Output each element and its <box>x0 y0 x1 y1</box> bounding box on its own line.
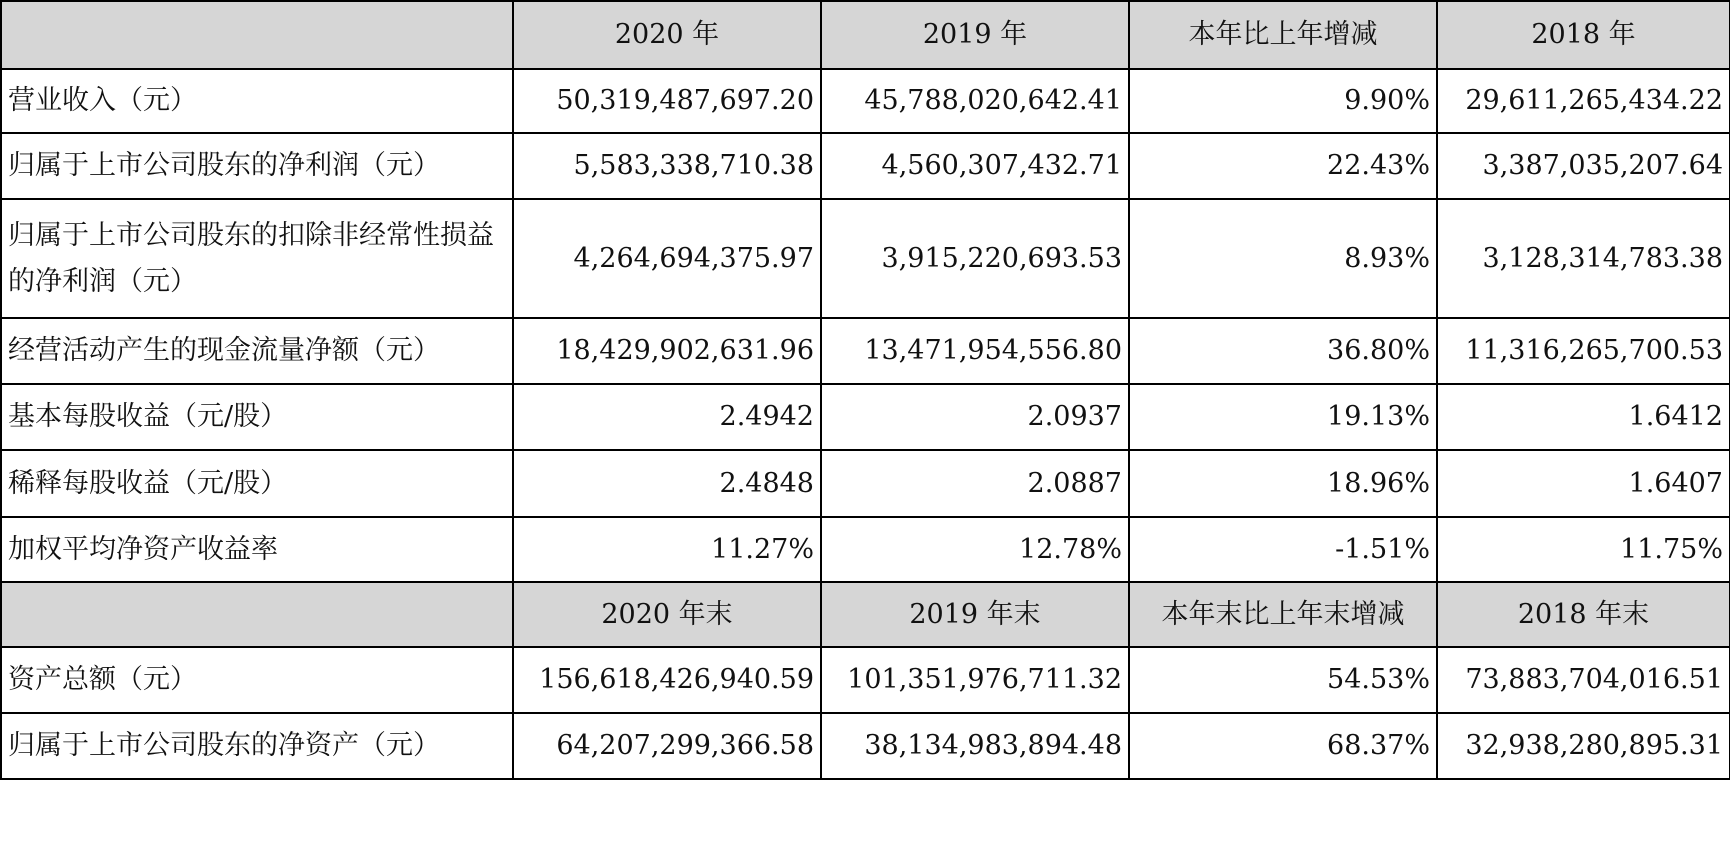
table-row <box>1 133 1730 199</box>
value-2020: 5,583,338,710.38 <box>513 133 821 199</box>
header-row-annual <box>1 1 1730 69</box>
value-change: 22.43% <box>1129 133 1437 199</box>
value-2018: 1.6407 <box>1437 450 1730 517</box>
row-label: 归属于上市公司股东的扣除非经常性损益的净利润（元） <box>1 199 513 318</box>
value-2018: 1.6412 <box>1437 384 1730 450</box>
header-cell-2018: 2018 年 <box>1437 1 1730 69</box>
value-2020: 2.4848 <box>513 450 821 517</box>
header-cell-empty <box>1 582 513 647</box>
value-change: 18.96% <box>1129 450 1437 517</box>
header-cell-2020: 2020 年 <box>513 1 821 69</box>
value-2019: 2.0937 <box>821 384 1129 450</box>
header-cell-2018-end: 2018 年末 <box>1437 582 1730 647</box>
value-2020: 18,429,902,631.96 <box>513 318 821 384</box>
value-2019: 101,351,976,711.32 <box>821 647 1129 713</box>
value-2018: 3,128,314,783.38 <box>1437 199 1730 318</box>
value-2019: 45,788,020,642.41 <box>821 69 1129 133</box>
header-cell-change: 本年比上年增减 <box>1129 1 1437 69</box>
table-row <box>1 713 1730 779</box>
row-label: 经营活动产生的现金流量净额（元） <box>1 318 513 384</box>
header-cell-empty <box>1 1 513 69</box>
table-row <box>1 450 1730 517</box>
value-change: 54.53% <box>1129 647 1437 713</box>
value-2019: 38,134,983,894.48 <box>821 713 1129 779</box>
value-2018: 11,316,265,700.53 <box>1437 318 1730 384</box>
value-2020: 50,319,487,697.20 <box>513 69 821 133</box>
table-row <box>1 647 1730 713</box>
row-label: 基本每股收益（元/股） <box>1 384 513 450</box>
row-label: 稀释每股收益（元/股） <box>1 450 513 517</box>
value-2019: 2.0887 <box>821 450 1129 517</box>
value-2020: 64,207,299,366.58 <box>513 713 821 779</box>
value-2020: 2.4942 <box>513 384 821 450</box>
value-2018: 32,938,280,895.31 <box>1437 713 1730 779</box>
header-cell-2019: 2019 年 <box>821 1 1129 69</box>
value-change: -1.51% <box>1129 517 1437 582</box>
table-row <box>1 199 1730 318</box>
row-label: 营业收入（元） <box>1 69 513 133</box>
header-cell-2020-end: 2020 年末 <box>513 582 821 647</box>
header-cell-2019-end: 2019 年末 <box>821 582 1129 647</box>
value-2019: 4,560,307,432.71 <box>821 133 1129 199</box>
value-2018: 73,883,704,016.51 <box>1437 647 1730 713</box>
value-change: 8.93% <box>1129 199 1437 318</box>
row-label: 归属于上市公司股东的净利润（元） <box>1 133 513 199</box>
header-cell-change-end: 本年末比上年末增减 <box>1129 582 1437 647</box>
value-2018: 11.75% <box>1437 517 1730 582</box>
row-label: 资产总额（元） <box>1 647 513 713</box>
table-row <box>1 69 1730 133</box>
value-2018: 3,387,035,207.64 <box>1437 133 1730 199</box>
table-row <box>1 318 1730 384</box>
value-change: 9.90% <box>1129 69 1437 133</box>
row-label: 归属于上市公司股东的净资产（元） <box>1 713 513 779</box>
value-change: 36.80% <box>1129 318 1437 384</box>
value-2019: 3,915,220,693.53 <box>821 199 1129 318</box>
value-2019: 13,471,954,556.80 <box>821 318 1129 384</box>
value-2019: 12.78% <box>821 517 1129 582</box>
value-change: 19.13% <box>1129 384 1437 450</box>
value-2020: 4,264,694,375.97 <box>513 199 821 318</box>
header-row-yearend <box>1 582 1730 647</box>
value-change: 68.37% <box>1129 713 1437 779</box>
table-row <box>1 517 1730 582</box>
table-row <box>1 384 1730 450</box>
value-2020: 11.27% <box>513 517 821 582</box>
row-label: 加权平均净资产收益率 <box>1 517 513 582</box>
value-2020: 156,618,426,940.59 <box>513 647 821 713</box>
value-2018: 29,611,265,434.22 <box>1437 69 1730 133</box>
